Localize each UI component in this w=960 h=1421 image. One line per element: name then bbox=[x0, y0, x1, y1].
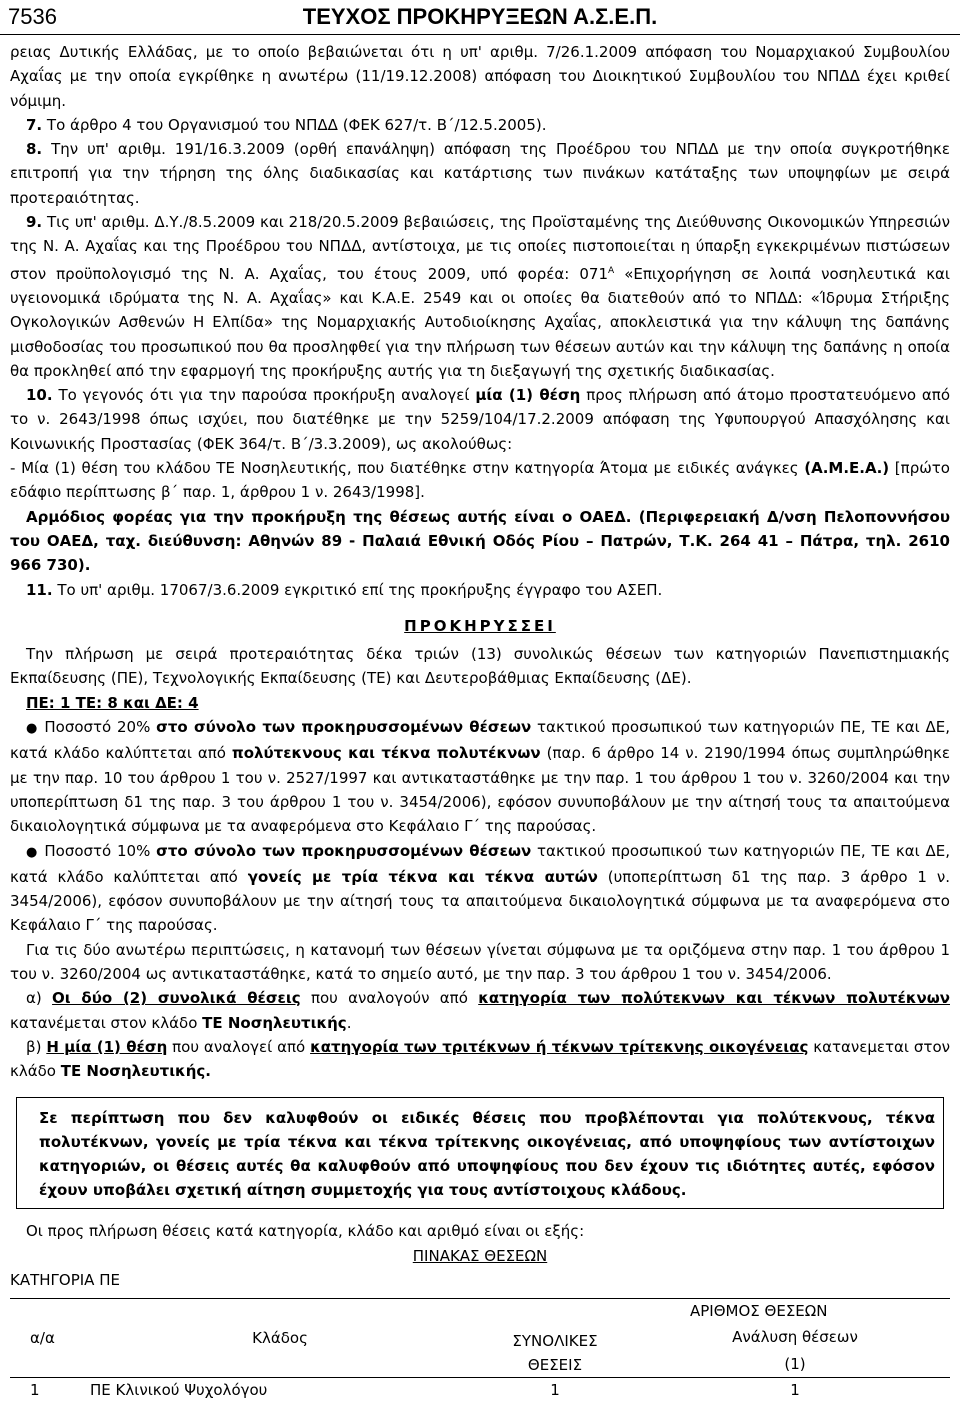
col-analysis-sub: (1) bbox=[784, 1354, 806, 1373]
item-8: 8. Την υπ' αριθμ. 191/16.3.2009 (ορθή επανάληψη) απόφαση της Προέδρου του ΝΠΔΔ με την οποία συγκροτήθηκε επιτροπή για την τήρηση της όλης διαδικασίας και κατάρτισης των πινάκων κατάταξης των υποψηφίων με σειρά προτεραιότητας. bbox=[10, 140, 950, 207]
col-aa-header: α/α bbox=[10, 1299, 90, 1378]
paragraph-continuation: ρειας Δυτικής Ελλάδας, με το οποίο βεβαιώνεται ότι η υπ' αριθμ. 7/26.1.2009 απόφαση του Νομαρχιακού Συμβουλίου Αχαΐας με την οποία εγκρίθηκε η ανωτέρω (11/19.12.2008) απόφαση του Διοικητικού Συμβουλίου του ΝΠΔΔ έχει κριθεί νόμιμη. bbox=[10, 43, 950, 110]
bullet-large-families: ● Ποσοστό 20% στο σύνολο των προκηρυσσομένων θέσεων τακτικού προσωπικού των κατηγοριών ΠΕ, ΤΕ και ΔΕ, κατά κλάδο καλύπτεται από πολύτεκνους και τέκνα πολυτέκνων (παρ. 6 άρθρο 14 ν. 2190/1994 όπως συμπληρώθηκε με την παρ. 10 του άρθρου 1 του ν. 2527/1997 και αντικαταστάθηκε με την παρ. 1 του άρθρου 1 του ν. 3260/2004 και την υποπερίπτωση δ1 της παρ. 3 του άρθρου 1 του ν. 3454/2006), εφόσον συνυποβάλουν με την αίτησή τους τα απαιτούμενα δικαιολογητικά σύμφωνα με τα αναφερόμενα στο Κεφάλαιο Γ΄ της παρούσας. bbox=[10, 715, 950, 838]
clause-a: α) Οι δύο (2) συνολικά θέσεις που αναλογούν από κατηγορία των πολύτεκνων και τέκνων πολυτέκνων κατανέμεται στον κλάδο ΤΕ Νοσηλευτικής. bbox=[10, 989, 950, 1032]
table-header-row bbox=[10, 1299, 950, 1324]
cell-branch: ΠΕ Κλινικού Ψυχολόγου bbox=[90, 1378, 470, 1403]
both-cases-paragraph: Για τις δύο ανωτέρω περιπτώσεις, η κατανομή των θέσεων γίνεται σύμφωνα με τα οριζόμενα στην παρ. 1 του άρθρου 1 του ν. 3260/2004 ως αντικαταστάθηκε, κατά το σημείο αυτό, με την παρ. 3 του άρθρου 1 του ν. 3454/2006. bbox=[10, 940, 950, 983]
table-row bbox=[10, 1378, 950, 1403]
cell-analysis: 1 bbox=[640, 1378, 950, 1403]
gazette-title: ΤΕΥΧΟΣ ΠΡΟΚΗΡΥΞΕΩΝ Α.Σ.Ε.Π. bbox=[302, 4, 658, 29]
superscript: Α bbox=[608, 265, 615, 276]
col-total-header: ΣΥΝΟΛΙΚΕΣ ΘΕΣΕΙΣ bbox=[512, 1332, 598, 1375]
cell-total: 1 bbox=[470, 1378, 640, 1403]
col-branch-header: Κλάδος bbox=[90, 1299, 470, 1378]
item-number: 7. bbox=[26, 115, 43, 134]
item-9: 9. Τις υπ' αριθμ. Δ.Υ./8.5.2009 και 218/20.5.2009 βεβαιώσεις, της Προϊσταμένης της Διεύθυνσης Οικονομικών Υπηρεσιών της Ν. Α. Αχαΐας και της Προέδρου του ΝΠΔΔ, αντίστοιχα, με τις οποίες πιστοποιείται η ύπαρξη εγκεκριμένων πιστώσεων στον προϋπολογισμό της Ν. Α. Αχαΐας, του έτους 2009, υπό φορέα: $071^A$ «Επιχορήγηση σε λοιπά νοσηλευτικά και υγειονομικά ιδρύματα της Ν. Α. Αχαΐας» και Κ.Α.Ε. 2549 και οι οποίες θα διατεθούν από το ΝΠΔΔ: «Ίδρυμα Στήριξης Ογκολογικών Ασθενών Η Ελπίδα» της Νομαρχιακής Αυτοδιοίκησης Αχαΐας, αποκλειστικά για την κάλυψη της δαπάνης μισθοδοσίας του προσωπικού που θα προσληφθεί για την πλήρωση των θέσεων αυτών και την κάλυψη της δαπάνης η οποία θα προκληθεί από την εφαρμογή της προκήρυξης αυτής για τη διεξαγωγή της σχετικής διαδικασίας. bbox=[10, 213, 951, 380]
position-counts: ΠΕ: 1 ΤΕ: 8 και ΔΕ: 4 bbox=[26, 693, 199, 712]
header-rule bbox=[0, 34, 960, 35]
document-body bbox=[10, 40, 950, 1402]
col-analysis-header: Ανάλυση θέσεων bbox=[732, 1327, 858, 1346]
item-10-detail: - Μία (1) θέση του κλάδου ΤΕ Νοσηλευτικής, που διατέθηκε στην κατηγορία Άτομα με ειδικές ανάγκες (Α.Μ.Ε.Α.) [πρώτο εδάφιο περίπτωσης β΄ παρ. 1, άρθρου 1 ν. 2643/1998]. bbox=[10, 459, 950, 502]
cell-aa: 1 bbox=[10, 1378, 90, 1403]
distribution-intro: Οι προς πλήρωση θέσεις κατά κατηγορία, κλάδο και αριθμό είναι οι εξής: bbox=[26, 1222, 585, 1241]
announcement-intro: Την πλήρωση με σειρά προτεραιότητας δέκα τριών (13) συνολικώς θέσεων των κατηγοριών Πανεπιστημιακής Εκπαίδευσης (ΠΕ), Τεχνολογικής Εκπαίδευσης (ΤΕ) και Δευτεροβάθμιας Εκπαίδευσης (ΔΕ). bbox=[10, 645, 950, 688]
item-7: 7. Το άρθρο 4 του Οργανισμού του ΝΠΔΔ (ΦΕΚ 627/τ. Β΄/12.5.2005). bbox=[26, 115, 547, 134]
item-number: 9. bbox=[26, 213, 43, 232]
positions-table-title: ΠΙΝΑΚΑΣ ΘΕΣΕΩΝ bbox=[412, 1246, 548, 1265]
item-number: 8. bbox=[26, 140, 43, 159]
item-10: 10. Το γεγονός ότι για την παρούσα προκήρυξη αναλογεί μία (1) θέση προς πλήρωση από άτομο προστατευόμενο από το ν. 2643/1998 όπως ισχύει, που διατέθηκε με την 5259/104/17.2.2009 απόφαση της Υφυπουργού Απασχόλησης και Κοινωνικής Προστασίας (ΦΕΚ 364/τ. Β΄/3.3.2009), ως ακολούθως: bbox=[10, 386, 950, 453]
category-label: ΚΑΤΗΓΟΡΙΑ ΠΕ bbox=[10, 1271, 120, 1290]
item-number: 11. bbox=[26, 580, 53, 599]
col-group-header: ΑΡΙΘΜΟΣ ΘΕΣΕΩΝ bbox=[470, 1299, 950, 1324]
page-number: 7536 bbox=[8, 4, 57, 29]
page-header bbox=[8, 4, 952, 34]
competent-agency: Αρμόδιος φορέας για την προκήρυξη της θέσεως αυτής είναι ο ΟΑΕΔ. (Περιφερειακή Δ/νση Πελοποννήσου του ΟΑΕΔ, ταχ. διεύθυνση: Αθηνών 89 - Παλαιά Εθνική Οδός Ρίου – Πατρών, Τ.Κ. 264 41 – Πάτρα, τηλ. 2610 966 730). bbox=[10, 507, 950, 575]
announcement-heading: ΠΡΟΚΗΡΥΣΣΕΙ bbox=[404, 616, 556, 635]
positions-table bbox=[10, 1298, 950, 1402]
notice-box: Σε περίπτωση που δεν καλυφθούν οι ειδικές θέσεις που προβλέπονται για πολύτεκνους, τέκνα πολυτέκνων, γονείς με τρία τέκνα και τέκνα τρίτεκνης οικογένειας, από υποψηφίους των αντίστοιχων κατηγοριών, οι θέσεις αυτές θα καλυφθούν από υποψηφίους που δεν έχουν τις ιδιότητες αυτές, εφόσον έχουν υποβάλει σχετική αίτηση συμμετοχής για τους αντίστοιχους κλάδους. bbox=[16, 1097, 944, 1209]
item-number: 10. bbox=[26, 386, 53, 405]
bullet-three-children: ● Ποσοστό 10% στο σύνολο των προκηρυσσομένων θέσεων τακτικού προσωπικού των κατηγοριών ΠΕ, ΤΕ και ΔΕ, κατά κλάδο καλύπτεται από γονείς με τρία τέκνα και τέκνα αυτών (υποπερίπτωση δ1 της παρ. 3 άρθρο 1 ν. 3454/2006), εφόσον συνυποβάλουν με την αίτησή τους τα απαιτούμενα δικαιολογητικά σύμφωνα με τα αναφερόμενα στο Κεφάλαιο Γ΄ της παρούσας. bbox=[10, 839, 950, 938]
item-11: 11. Το υπ' αριθμ. 17067/3.6.2009 εγκριτικό επί της προκήρυξης έγγραφο του ΑΣΕΠ. bbox=[26, 580, 663, 599]
clause-b: β) Η μία (1) θέση που αναλογεί από κατηγορία των τριτέκνων ή τέκνων τρίτεκνης οικογένειας κατανεμεται στον κλάδο ΤΕ Νοσηλευτικής. bbox=[10, 1037, 950, 1081]
